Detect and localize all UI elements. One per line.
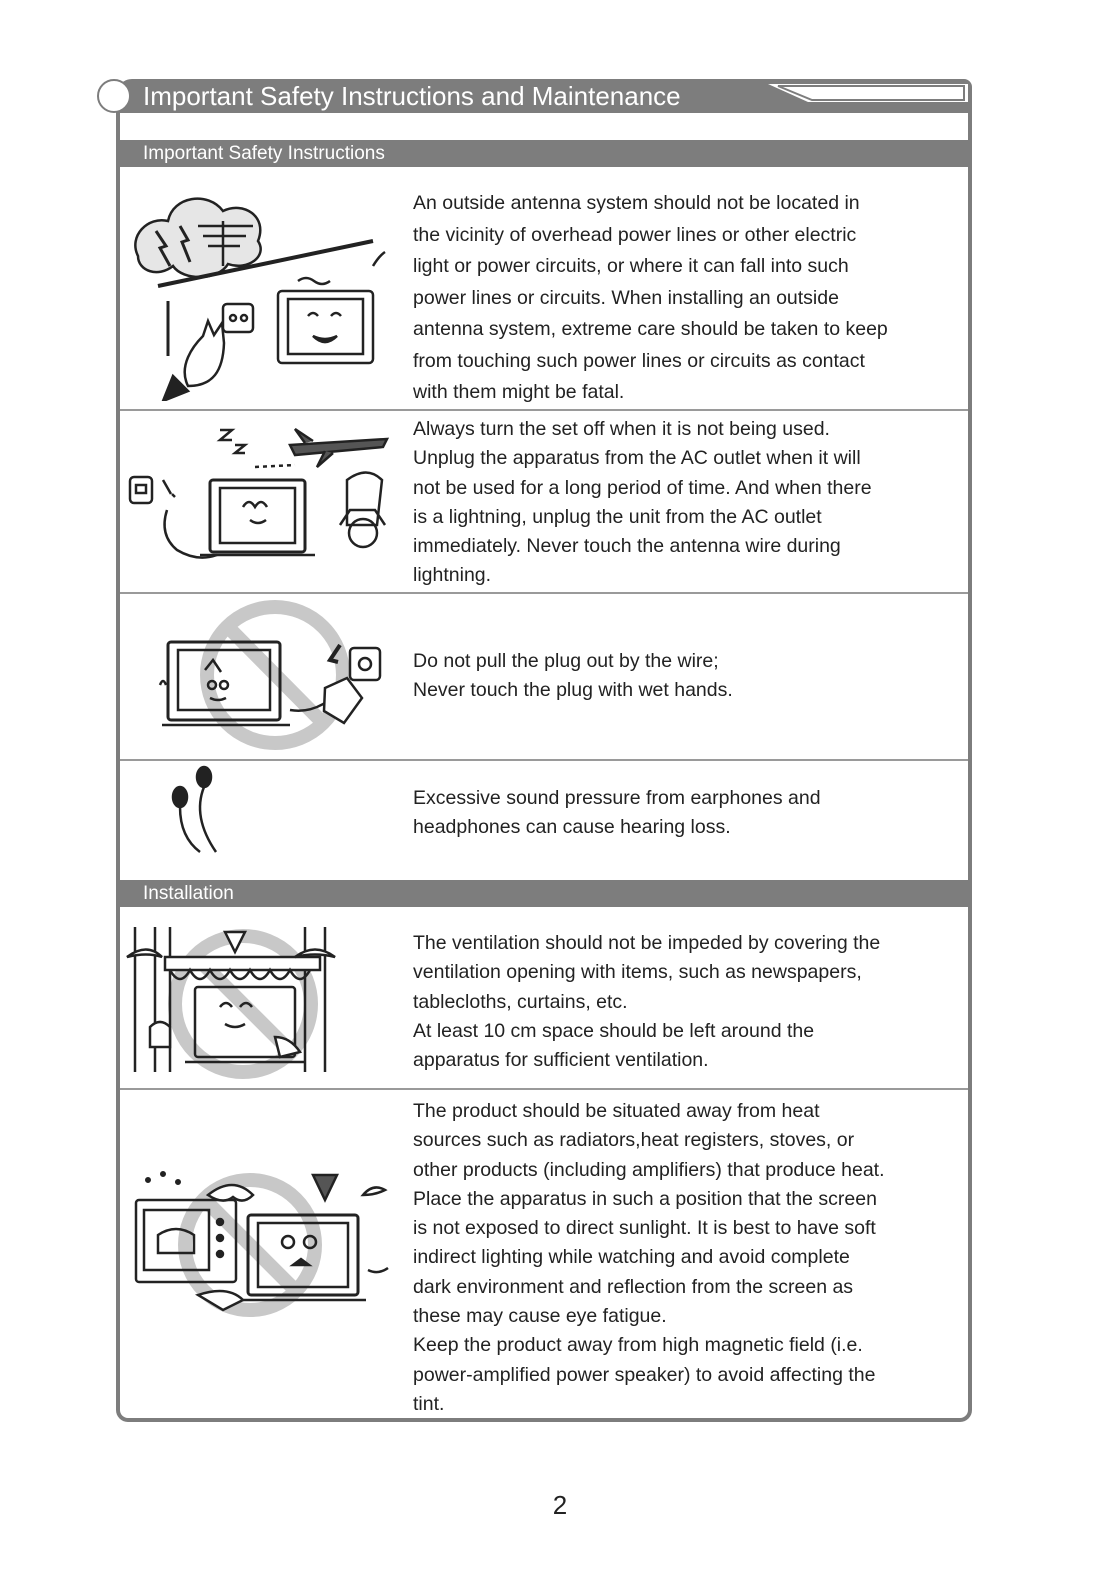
text-line: these may cause eye fatigue. (413, 1305, 667, 1328)
text-line: Excessive sound pressure from earphones and (413, 787, 821, 809)
text-line: lightning. (413, 564, 492, 587)
text-line: tablecloths, curtains, etc. (413, 990, 628, 1013)
text-line: Never touch the plug with wet hands. (413, 679, 733, 701)
text-line: apparatus for sufficient ventilation. (413, 1049, 709, 1072)
earphones-icon (160, 765, 230, 860)
text-line: immediately. Never touch the antenna wire during (413, 535, 841, 558)
text-line: is not exposed to direct sunlight. It is best to have soft (413, 1217, 876, 1240)
text-line: headphones can cause hearing loss. (413, 816, 731, 838)
antenna-lightning-icon (128, 186, 388, 401)
section-heading-safety: Important Safety Instructions (143, 143, 385, 164)
instruction-ventilation (413, 929, 958, 1075)
divider (120, 759, 968, 761)
title-tab-decoration (768, 84, 968, 104)
text-line: Place the apparatus in such a position that the screen (413, 1187, 877, 1210)
divider (120, 1088, 968, 1090)
text-line: Do not pull the plug out by the wire; (413, 650, 719, 672)
text-line: indirect lighting while watching and avoid complete (413, 1246, 850, 1269)
text-line: tint. (413, 1392, 445, 1415)
text-line: Unplug the apparatus from the AC outlet when it will (413, 447, 861, 470)
instruction-earphones (413, 784, 958, 842)
instruction-plug (413, 647, 958, 705)
divider (120, 592, 968, 594)
section-bar-installation (120, 880, 968, 907)
text-line: An outside antenna system should not be located in (413, 192, 860, 214)
text-line: power-amplified power speaker) to avoid affecting the (413, 1363, 876, 1386)
text-line: At least 10 cm space should be left around the (413, 1019, 815, 1042)
text-line: The ventilation should not be impeded by covering the (413, 932, 881, 954)
text-line: is a lightning, unplug the unit from the AC outlet (413, 505, 822, 528)
instruction-antenna (413, 188, 958, 409)
text-line: dark environment and reflection from the screen as (413, 1275, 854, 1298)
instruction-unplug (413, 415, 958, 591)
text-line: ventilation opening with items, such as newspapers, (413, 961, 862, 984)
no-pull-plug-icon (150, 600, 390, 750)
text-line: the vicinity of overhead power lines or other electric (413, 223, 857, 246)
text-line: Keep the product away from high magnetic field (i.e. (413, 1334, 863, 1357)
text-line: sources such as radiators,heat registers, stoves, or (413, 1129, 855, 1152)
divider (120, 409, 968, 411)
section-heading-installation: Installation (143, 883, 234, 904)
unplug-tv-icon (125, 425, 395, 565)
text-line: power lines or circuits. When installing an outside (413, 286, 839, 309)
page-number: 2 (552, 1490, 568, 1520)
text-line: light or power circuits, or where it can fall into such (413, 255, 849, 277)
text-line: The product should be situated away from heat (413, 1100, 820, 1122)
no-heat-source-icon (128, 1160, 403, 1320)
instruction-heat (413, 1097, 958, 1419)
text-line: Always turn the set off when it is not being used. (413, 418, 830, 440)
text-line: with them might be fatal. (413, 381, 625, 403)
text-line: from touching such power lines or circuits as contact (413, 349, 865, 372)
text-line: other products (including amplifiers) that produce heat. (413, 1158, 885, 1181)
title-bullet-icon (97, 79, 131, 113)
text-line: antenna system, extreme care should be taken to keep (413, 318, 888, 340)
text-line: not be used for a long period of time. And when there (413, 476, 872, 499)
page-title: Important Safety Instructions and Maintenance (143, 81, 681, 111)
no-cover-ventilation-icon (125, 922, 345, 1082)
